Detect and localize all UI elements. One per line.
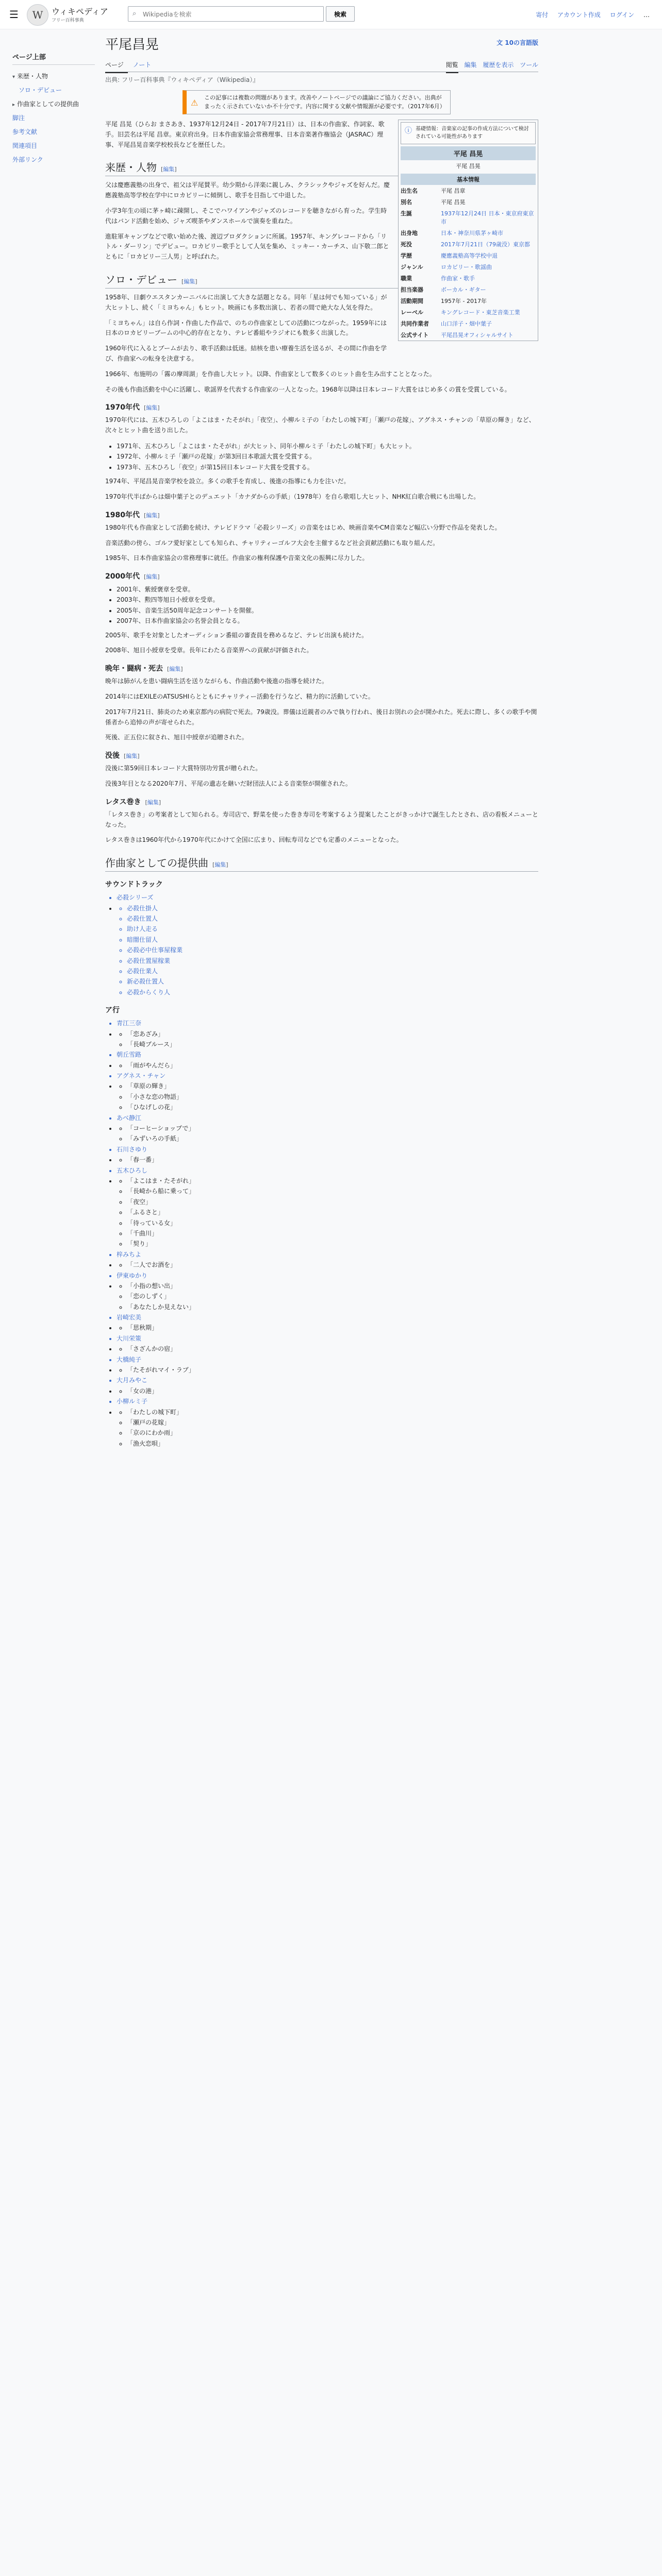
- list-item[interactable]: ◦ • 必殺仕掛人: [127, 903, 538, 913]
- search-icon: ⌕: [133, 10, 137, 18]
- paragraph: 死後、正五位に叙され、旭日中綬章が追贈された。: [105, 734, 248, 741]
- user-links: [528, 10, 650, 19]
- section-heading: 来歴・人物 [編集]: [105, 159, 538, 176]
- paragraph: 1970年代には、五木ひろしの「よこはま・たそがれ」「夜空」、小柳ルミ子の「わたしの城下町」「瀬戸の花嫁」、アグネス・チャンの「草原の輝き」など、次々とヒット曲を送り出した。: [105, 416, 535, 434]
- list-item[interactable]: • 五木ひろし: [117, 1165, 538, 1176]
- section-heading: 作曲家としての提供曲 [編集]: [105, 855, 538, 872]
- bullet-list: [105, 584, 538, 626]
- paragraph: 進駐軍キャンプなどで歌い始めた後、渡辺プロダクションに所属。1957年、キングレコードから「リトル・ダーリン」でデビュー。ロカビリー歌手として人気を集め、ミッキー・カーチス、山下敬二郎とともに「ロカビリー三人男」と呼ばれた。: [105, 232, 389, 261]
- paragraph: 2017年7月21日、肺炎のため東京都内の病院で死去。79歳没。葬儀は近親者のみで執り行われ、後日お別れの会が開かれた。死去に際し、多くの歌手や関係者から追悼の声が寄せられた。: [105, 708, 537, 726]
- paragraph: 1958年、日劇ウエスタンカーニバルに出演して大きな話題となる。同年「星は何でも知っている」が大ヒットし、続く「ミヨちゃん」もヒット。映画にも多数出演し、若者の間で絶大な人気を得た。: [105, 293, 387, 311]
- subsection-heading: レタス巻き [編集]: [105, 798, 161, 806]
- site-tagline: フリー百科事典: [52, 18, 84, 23]
- list-item: ◦ 「ふるさと」: [127, 1207, 538, 1217]
- list-item: ◦ • 「恋あざみ」: [127, 1029, 538, 1039]
- soundtrack-list: [105, 892, 538, 997]
- list-item[interactable]: • あべ静江: [117, 1113, 538, 1123]
- paragraph: 小学3年生の頃に茅ヶ崎に疎開し、そこでハワイアンやジャズのレコードを聴きながら育った。学生時代はバンド活動を始め、ジャズ喫茶やダンスホールで演奏を重ねた。: [105, 207, 387, 225]
- list-item: ◦ 「小さな恋の物語」: [127, 1092, 538, 1102]
- subsection-heading: 1970年代 [編集]: [105, 403, 160, 412]
- list-item: ◦ • 「女の港」: [127, 1386, 538, 1396]
- edit-link[interactable]: 編集: [146, 512, 158, 519]
- paragraph: 音楽活動の傍ら、ゴルフ愛好家としても知られ、チャリティーゴルフ大会を主催するなど社会貢献活動にも取り組んだ。: [105, 539, 439, 547]
- toc-item[interactable]: ソロ・デビュー: [19, 87, 62, 94]
- infobox: [398, 120, 538, 341]
- infobox-row: 別名 平尾 昌晃: [401, 199, 466, 206]
- article-content: [105, 32, 538, 1453]
- list-item[interactable]: ◦ 助け人走る: [127, 924, 538, 934]
- site-title[interactable]: ウィキペディア: [52, 7, 108, 16]
- infobox-table: [399, 185, 538, 341]
- page-title: 平尾昌晃: [105, 37, 159, 53]
- paragraph: 晩年は肺がんを患い闘病生活を送りながらも、作曲活動や後進の指導を続けた。: [105, 677, 328, 685]
- hamburger-icon[interactable]: ☰: [9, 8, 19, 21]
- list-item: ◦ 「長崎から船に乗って」: [127, 1186, 538, 1196]
- subsection-heading: 晩年・闘病・死去 [編集]: [105, 665, 183, 673]
- subsection-heading: ア行: [105, 1006, 120, 1015]
- tab-talk[interactable]: ノート: [133, 61, 152, 69]
- paragraph: 「レタス巻き」の考案者として知られる。寿司店で、野菜を使った巻き寿司を考案するよう提案したことがきっかけで誕生したとされ、店の看板メニューとなった。: [105, 810, 539, 828]
- list-item: ◦ • 「よこはま・たそがれ」: [127, 1176, 538, 1186]
- paragraph: 1974年、平尾昌晃音楽学校を設立。多くの歌手を育成し、後進の指導にも力を注いだ。: [105, 478, 350, 485]
- infobox-row: 活動期間 1957年 - 2017年: [401, 298, 487, 304]
- infobox-row: 学歴 慶應義塾高等学校中退: [401, 252, 498, 259]
- list-item[interactable]: • 梓みちよ: [117, 1249, 538, 1260]
- infobox-row: 出生名 平尾 昌章: [401, 188, 466, 194]
- list-item: • 1971年、五木ひろし「よこはま・たそがれ」が大ヒット、同年小柳ルミ子「わたしの城下町」も大ヒット。: [117, 441, 538, 451]
- edit-link[interactable]: 編集: [214, 861, 226, 869]
- tab-history[interactable]: 履歴を表示: [483, 61, 514, 69]
- table-of-contents: [12, 49, 95, 166]
- paragraph: 1960年代に入るとブームが去り、歌手活動は低迷。結核を患い療養生活を送るが、その間に作曲を学び、作曲家への転身を決意する。: [105, 345, 387, 362]
- list-item: ◦ 「京のにわか雨」: [127, 1428, 538, 1438]
- edit-link[interactable]: 編集: [169, 666, 181, 673]
- list-item: ◦ • 「草原の輝き」: [127, 1081, 538, 1091]
- list-item: • 1973年、五木ひろし「夜空」が第15回日本レコード大賞を受賞する。: [117, 462, 538, 472]
- tab-page[interactable]: ページ: [105, 56, 128, 73]
- chevron-down-icon[interactable]: ▾: [12, 74, 15, 80]
- list-item: ◦ • 「二人でお酒を」: [127, 1260, 538, 1270]
- maintenance-notice: ⚠ この記事には複数の問題があります。改善やノートページでの議論にご協力ください。出典がまったく示されていないか不十分です。内容に関する文献や情報源が必要です。（2017年6月）: [183, 90, 451, 114]
- subsection-heading: 2000年代 [編集]: [105, 572, 160, 581]
- lead-paragraph: 平尾 昌晃（ひらお まさあき、1937年12月24日 - 2017年7月21日）は、日本の作曲家、作詞家、歌手。旧芸名は平尾 昌章。東京府出身。日本作曲家協会常務理事、日本音楽著作権協会（JASRAC）理事、平尾昌晃音楽学校校長などを歴任した。: [105, 121, 385, 148]
- infobox-row: 死没 2017年7月21日（79歳没）東京都: [401, 241, 530, 248]
- infobox-row: 担当楽器 ボーカル・ギター: [401, 286, 486, 293]
- infobox-name: 平尾 昌晃: [456, 163, 481, 170]
- edit-link[interactable]: 編集: [146, 573, 158, 581]
- edit-link[interactable]: 編集: [184, 278, 195, 285]
- list-item: • 2001年、紫綬褒章を受章。: [117, 584, 538, 595]
- infobox-title: 平尾 昌晃: [401, 146, 536, 160]
- toc-item[interactable]: 外部リンク: [12, 156, 43, 163]
- tab-edit[interactable]: 編集: [464, 61, 477, 69]
- search-button[interactable]: 検索: [326, 6, 355, 22]
- list-item[interactable]: • 大川栄策: [117, 1333, 538, 1344]
- list-item: • 1972年、小柳ルミ子「瀬戸の花嫁」が第3回日本歌謡大賞を受賞する。: [117, 451, 538, 462]
- info-icon: ⓘ: [405, 127, 412, 135]
- paragraph: 没後3年目となる2020年7月、平尾の遺志を継いだ財団法人による音楽祭が開催された。: [105, 780, 352, 788]
- more-options-icon[interactable]: …: [643, 11, 650, 19]
- list-item: ◦ 「待っている女」: [127, 1218, 538, 1228]
- list-item: ◦ • 「コーヒーショップで」: [127, 1123, 538, 1133]
- list-item: • 2003年、勲四等旭日小綬章を受章。: [117, 595, 538, 605]
- list-item[interactable]: • 大橋純子: [117, 1354, 538, 1365]
- login-link[interactable]: ログイン: [609, 11, 635, 19]
- paragraph: 没後に第59回日本レコード大賞特別功労賞が贈られた。: [105, 765, 262, 772]
- toc-item[interactable]: 参考文献: [12, 128, 38, 135]
- list-item: ◦ 「夜空」: [127, 1197, 538, 1207]
- list-item[interactable]: ◦ 暗闇仕留人: [127, 935, 538, 945]
- infobox-row: 出身地 日本・神奈川県茅ヶ崎市: [401, 230, 503, 236]
- list-item[interactable]: • 小柳ルミ子: [117, 1396, 538, 1406]
- paragraph: 1970年代半ばからは畑中葉子とのデュエット「カナダからの手紙」（1978年）を自ら歌唱し大ヒット、NHK紅白歌合戦にも出場した。: [105, 493, 480, 500]
- list-item: ◦ 「瀬戸の花嫁」: [127, 1417, 538, 1428]
- toc-item[interactable]: 脚注: [12, 114, 25, 122]
- works-list: [105, 1018, 538, 1449]
- from-wikipedia: 出典: フリー百科事典『ウィキペディア（Wikipedia）』: [105, 76, 259, 83]
- paragraph: レタス巻きは1960年代から1970年代にかけて全国に広まり、回転寿司などでも定番のメニューとなった。: [105, 836, 403, 844]
- paragraph: 1985年、日本作曲家協会の常務理事に就任。作曲家の権利保護や音楽文化の振興に尽力した。: [105, 554, 369, 562]
- subsection-heading: サウンドトラック: [105, 880, 163, 889]
- toc-title[interactable]: ページ上部: [12, 49, 95, 65]
- list-item: ◦ 「長崎ブルース」: [127, 1039, 538, 1049]
- create-account-link[interactable]: アカウント作成: [557, 11, 601, 19]
- infobox-notice: ⓘ 基礎情報：音楽家の記事の作成方法について検討されている可能性があります: [401, 122, 536, 144]
- infobox-row: 生誕 1937年12月24日 日本・東京府東京市: [401, 210, 534, 225]
- list-item[interactable]: • 伊東ゆかり: [117, 1270, 538, 1281]
- list-item[interactable]: • 青江三奈: [117, 1018, 538, 1028]
- page-tabs: [105, 56, 538, 72]
- language-button[interactable]: 文 10の言語版: [496, 39, 538, 46]
- list-item: ◦ • 「小指の想い出」: [127, 1281, 538, 1291]
- paragraph: 2005年、歌手を対象としたオーディション番組の審査員を務めるなど、テレビ出演も続けた。: [105, 631, 368, 639]
- list-item: • 2007年、日本作曲家協会の名誉会員となる。: [117, 616, 538, 626]
- subsection-heading: 没後 [編集]: [105, 752, 140, 760]
- list-item[interactable]: • 大月みやこ: [117, 1375, 538, 1385]
- search-input[interactable]: [142, 8, 319, 21]
- list-item: ◦ 「みずいろの手紙」: [127, 1133, 538, 1144]
- toc-item[interactable]: ▾ 来歴・人物: [12, 73, 48, 80]
- infobox-row: 職業 作曲家・歌手: [401, 275, 475, 282]
- toc-item[interactable]: ▸ 作曲家としての提供曲: [12, 100, 79, 108]
- paragraph: 1966年、布施明の「霧の摩周湖」を作曲し大ヒット。以降、作曲家として数多くのヒット曲を生み出すこととなった。: [105, 370, 436, 378]
- list-item: • 2005年、音楽生活50周年記念コンサートを開催。: [117, 605, 538, 616]
- list-item: ◦ 「千曲川」: [127, 1228, 538, 1239]
- paragraph: 2008年、旭日小綬章を受章。長年にわたる音楽界への貢献が評価された。: [105, 647, 313, 654]
- list-item: ◦ • 「雨がやんだら」: [127, 1060, 538, 1071]
- edit-link[interactable]: 編集: [126, 753, 138, 760]
- section-heading: ソロ・デビュー [編集]: [105, 272, 538, 289]
- list-item[interactable]: • 石川さゆり: [117, 1144, 538, 1155]
- infobox-row: 共同作業者 山口洋子・畑中葉子: [401, 320, 492, 327]
- list-item[interactable]: • 朝丘雪路: [117, 1049, 538, 1060]
- list-item: ◦ 「漁火恋唄」: [127, 1438, 538, 1449]
- toc-item[interactable]: 関連項目: [12, 142, 38, 149]
- warning-icon: ⚠: [191, 98, 198, 108]
- paragraph: 「ミヨちゃん」は自ら作詞・作曲した作品で、のちの作曲家としての活動につながった。1959年には日本のロカビリーブームの中心的存在となり、テレビ番組やラジオにも数多く出演した。: [105, 319, 387, 337]
- header: [0, 0, 662, 29]
- list-item[interactable]: • アグネス・チャン: [117, 1071, 538, 1081]
- chevron-right-icon[interactable]: ▸: [12, 102, 15, 108]
- tab-tools[interactable]: ツール: [520, 61, 538, 69]
- subsection-heading: 1980年代 [編集]: [105, 511, 160, 519]
- list-item: ◦ 「ひなげしの花」: [127, 1102, 538, 1112]
- list-item[interactable]: ◦ 必殺必中仕事屋稼業: [127, 945, 538, 955]
- list-item[interactable]: ◦ 必殺仕業人: [127, 966, 538, 976]
- infobox-row: ジャンル ロカビリー・歌謡曲: [401, 264, 492, 270]
- donate-link[interactable]: 寄付: [536, 11, 549, 19]
- list-item[interactable]: ◦ 必殺仕置屋稼業: [127, 956, 538, 966]
- tab-read[interactable]: 閲覧: [446, 56, 458, 73]
- list-item: ◦ • 「春一番」: [127, 1155, 538, 1165]
- list-item: ◦ • 「思秋期」: [127, 1323, 538, 1333]
- list-item: ◦ 「契り」: [127, 1239, 538, 1249]
- list-item: ◦ • 「たそがれマイ・ラブ」: [127, 1365, 538, 1375]
- paragraph: 1980年代も作曲家として活動を続け、テレビドラマ「必殺シリーズ」の音楽をはじめ、映画音楽やCM音楽など幅広い分野で作品を発表した。: [105, 523, 501, 531]
- paragraph: 父は慶應義塾の出身で、祖父は平尾賛平。幼少期から洋楽に親しみ、クラシックやジャズを好んだ。慶應義塾高等学校在学中にロカビリーに傾倒し、歌手を目指して中退した。: [105, 181, 390, 199]
- bullet-list: [105, 441, 538, 472]
- list-item[interactable]: ◦ 新必殺仕置人: [127, 976, 538, 987]
- edit-link[interactable]: 編集: [163, 166, 175, 173]
- infobox-subheader: 基本情報: [401, 174, 536, 185]
- infobox-row: レーベル キングレコード・東芝音楽工業: [401, 309, 520, 316]
- list-item: ◦ • 「わたしの城下町」: [127, 1407, 538, 1417]
- infobox-row: 公式サイト 平尾昌晃オフィシャルサイト: [401, 332, 514, 338]
- list-item[interactable]: ◦ 必殺仕置人: [127, 913, 538, 924]
- edit-link[interactable]: 編集: [147, 799, 159, 806]
- search-box: [128, 6, 324, 22]
- list-item: ◦ 「恋のしずく」: [127, 1291, 538, 1301]
- edit-link[interactable]: 編集: [146, 404, 158, 412]
- list-item: ◦ 「あなたしか見えない」: [127, 1302, 538, 1312]
- list-item[interactable]: ◦ 必殺からくり人: [127, 987, 538, 997]
- list-item[interactable]: • 岩崎宏美: [117, 1312, 538, 1323]
- list-item[interactable]: • 必殺シリーズ: [117, 892, 538, 903]
- paragraph: その後も作曲活動を中心に活躍し、歌謡界を代表する作曲家の一人となった。1968年以降は日本レコード大賞をはじめ多くの賞を受賞している。: [105, 385, 511, 393]
- list-item: ◦ • 「さざんかの宿」: [127, 1344, 538, 1354]
- paragraph: 2014年にはEXILEのATSUSHIらとともにチャリティー活動を行うなど、精力的に活動していた。: [105, 693, 374, 701]
- wikipedia-logo[interactable]: W: [27, 4, 48, 26]
